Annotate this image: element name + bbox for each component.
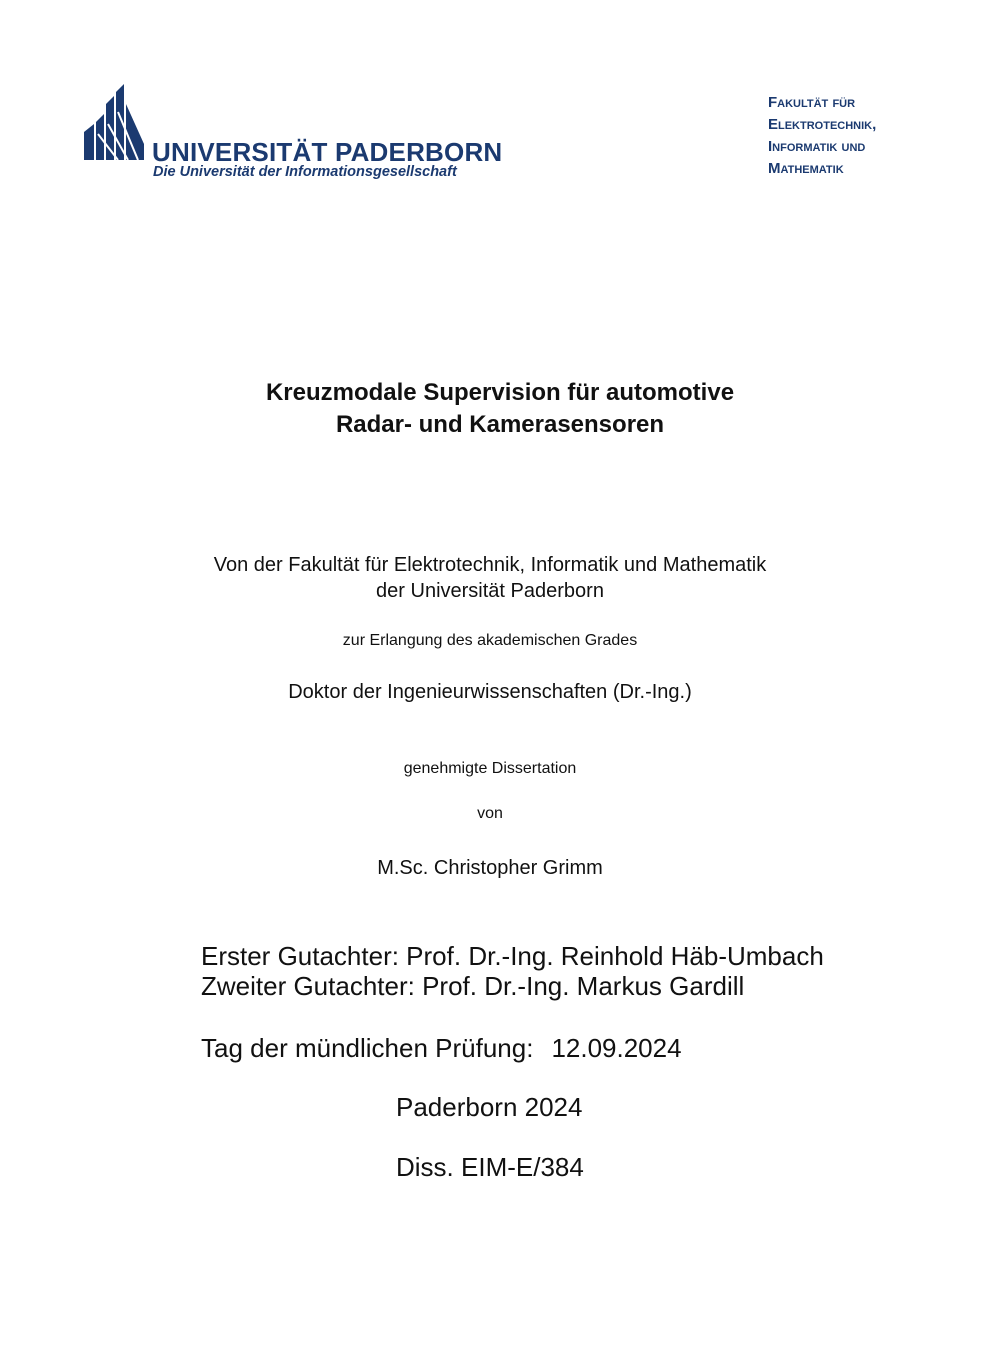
degree-purpose: zur Erlangung des akademischen Grades xyxy=(342,632,638,649)
faculty-line: Fakultät für xyxy=(768,94,856,111)
thesis-title-line: Radar- und Kamerasensoren xyxy=(335,411,665,438)
university-name: UNIVERSITÄT PADERBORN xyxy=(152,137,503,167)
exam-date-line xyxy=(201,1033,682,1064)
place-year: Paderborn 2024 xyxy=(396,1092,583,1122)
author-name: M.Sc. Christopher Grimm xyxy=(377,857,603,879)
faculty-name xyxy=(768,92,876,180)
exam-label: Tag der mündlichen Prüfung: xyxy=(201,1033,534,1063)
reviewer-line: Erster Gutachter: Prof. Dr.-Ing. Reinhold Häb-Umbach xyxy=(201,941,824,971)
faculty-line: Mathematik xyxy=(768,160,844,177)
exam-date: 12.09.2024 xyxy=(551,1033,682,1063)
faculty-statement xyxy=(0,552,990,604)
faculty-statement-line: der Universität Paderborn xyxy=(376,580,604,602)
reviewers xyxy=(201,941,824,1001)
faculty-line: Informatik und xyxy=(768,138,866,155)
thesis-title-line: Kreuzmodale Supervision für automotive xyxy=(265,379,735,406)
reviewer-line: Zweiter Gutachter: Prof. Dr.-Ing. Markus Gardill xyxy=(201,971,745,1001)
university-logo-icon xyxy=(84,84,144,160)
degree-name: Doktor der Ingenieurwissenschaften (Dr.-Ing.) xyxy=(288,681,692,703)
thesis-title xyxy=(0,377,1000,441)
faculty-line: Elektrotechnik, xyxy=(768,116,877,133)
dissertation-number: Diss. EIM-E/384 xyxy=(396,1152,584,1182)
dissertation-type: genehmigte Dissertation xyxy=(403,760,577,777)
university-tagline: Die Universität der Informationsgesellschaft xyxy=(153,164,457,180)
faculty-statement-line: Von der Fakultät für Elektrotechnik, Informatik und Mathematik xyxy=(213,554,767,576)
by-label: von xyxy=(477,805,503,822)
